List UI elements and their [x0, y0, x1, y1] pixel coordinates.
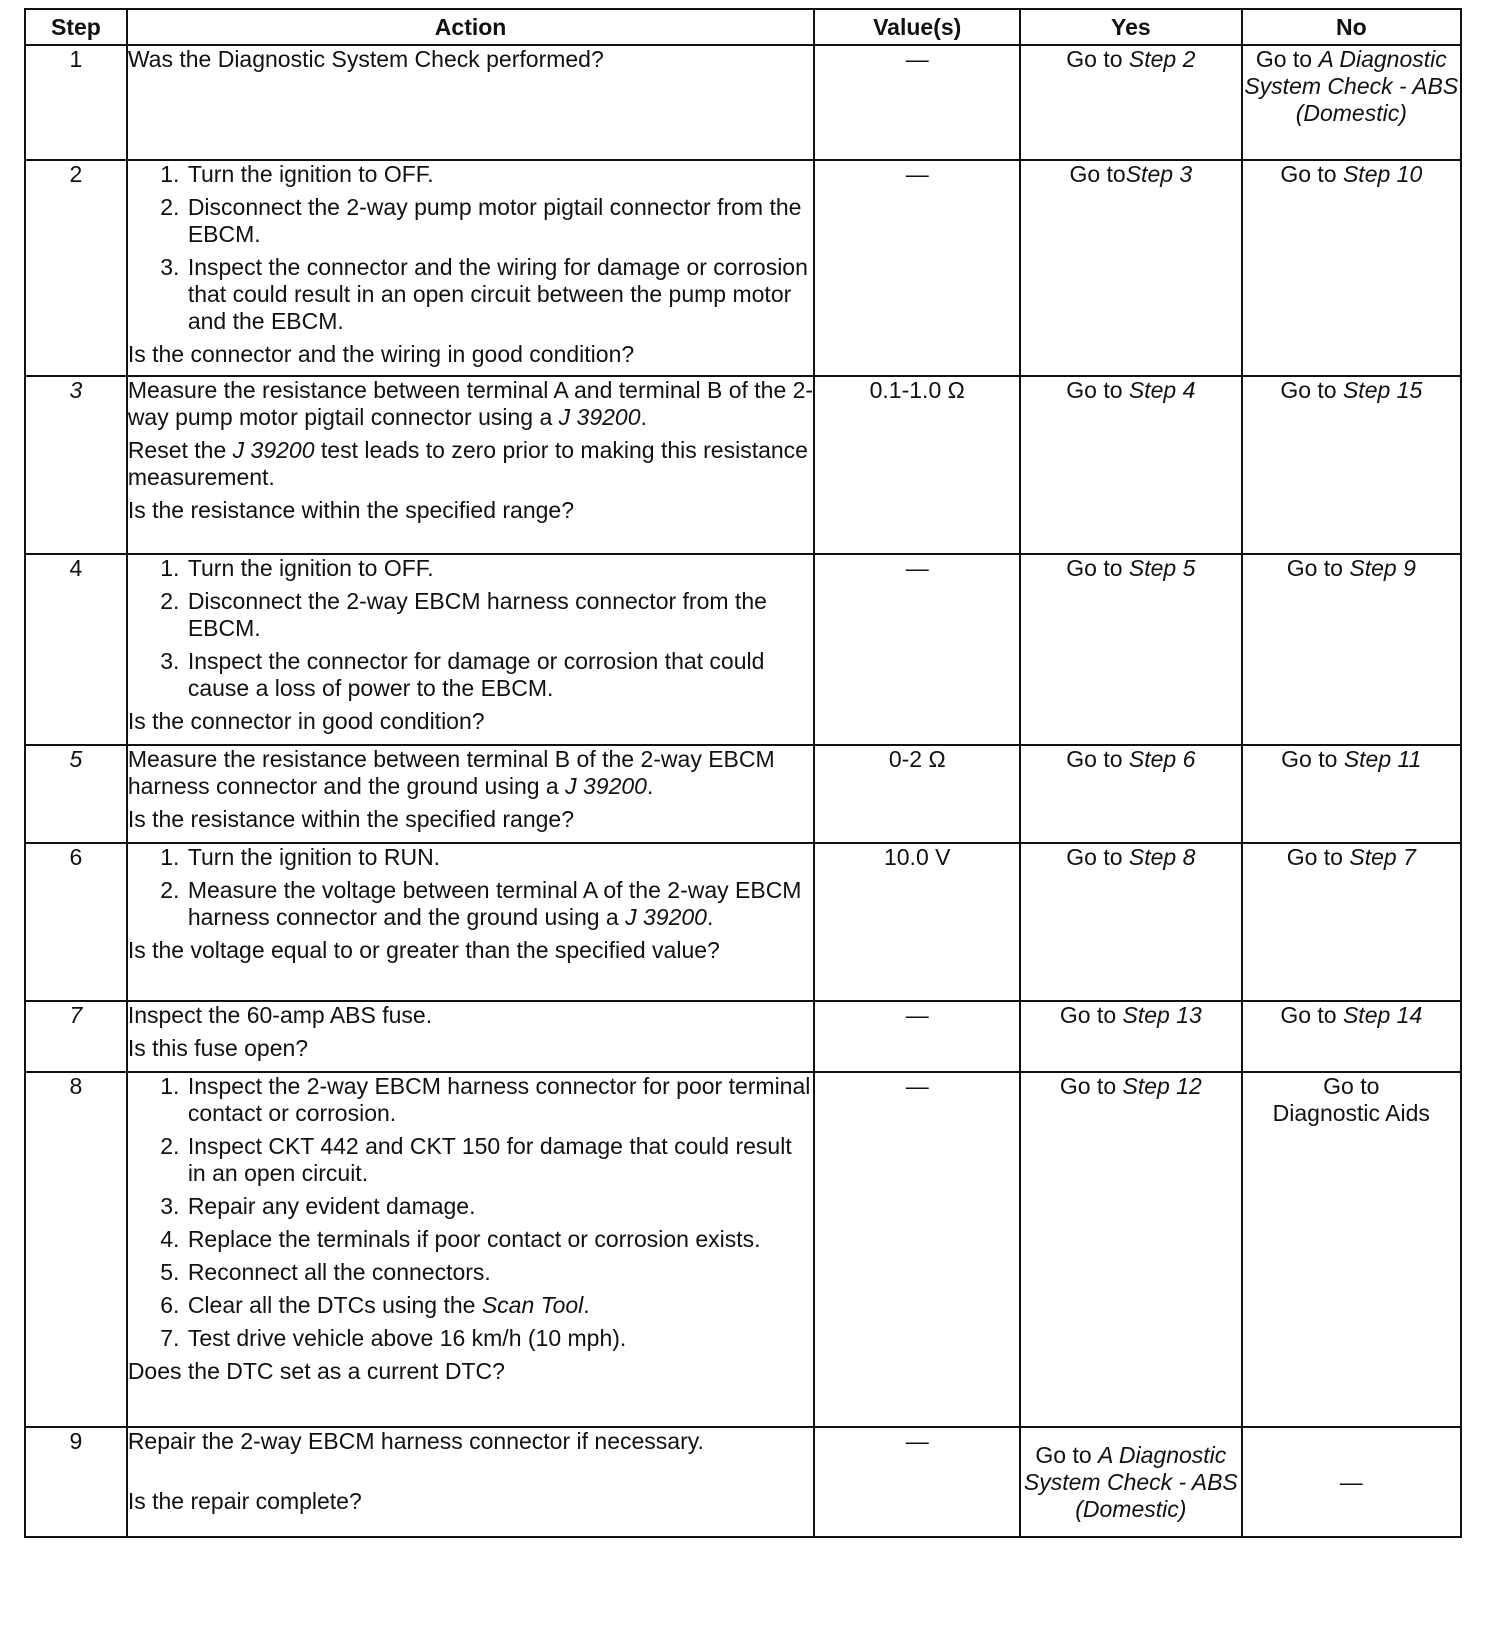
- header-values: Value(s): [814, 9, 1020, 45]
- action-question: Is the connector and the wiring in good condition?: [127, 341, 635, 367]
- action-text: Repair the 2-way EBCM harness connector if necessary.: [127, 1428, 704, 1454]
- no-cell: [1242, 843, 1461, 1001]
- step-number-text: 3: [69, 377, 83, 403]
- action-item: 5. Reconnect all the connectors.: [186, 1259, 814, 1286]
- action-cell: [127, 745, 815, 843]
- action-question: Does the DTC set as a current DTC?: [127, 1358, 505, 1384]
- value-cell: —: [814, 1001, 1020, 1072]
- step-number-text: 5: [69, 746, 83, 772]
- yes-prefix: Go to: [1069, 161, 1126, 187]
- action-item: 2. Disconnect the 2-way EBCM harness connector from the EBCM.: [186, 588, 814, 642]
- yes-cell: [1020, 45, 1241, 160]
- action-text-part: .: [583, 1292, 590, 1318]
- value-cell: 0-2 Ω: [814, 745, 1020, 843]
- no-prefix: Go to: [1286, 844, 1350, 870]
- value-cell: —: [814, 554, 1020, 745]
- no-link[interactable]: Step 10: [1342, 161, 1423, 187]
- value-cell: —: [814, 45, 1020, 160]
- header-yes: Yes: [1020, 9, 1241, 45]
- value-cell: —: [814, 1427, 1020, 1537]
- action-question: Was the Diagnostic System Check performed?: [127, 46, 604, 72]
- table-row: [25, 745, 1461, 843]
- action-item: 2. Disconnect the 2-way pump motor pigtail connector from the EBCM.: [186, 194, 814, 248]
- step-number: 4: [25, 554, 127, 745]
- table-row: [25, 554, 1461, 745]
- no-cell: [1242, 745, 1461, 843]
- no-prefix: Go to: [1280, 161, 1343, 187]
- action-cell: [127, 45, 815, 160]
- yes-cell: [1020, 160, 1241, 376]
- table-row: [25, 1001, 1461, 1072]
- diagnostic-table: [24, 8, 1462, 1538]
- no-cell: [1242, 160, 1461, 376]
- header-row: [25, 9, 1461, 45]
- action-item: [186, 877, 814, 931]
- action-cell: [127, 160, 815, 376]
- action-text-part: .: [706, 904, 714, 930]
- step-number: [25, 1001, 127, 1072]
- action-question: Is the resistance within the specified range?: [127, 497, 575, 523]
- yes-link[interactable]: Step 6: [1128, 746, 1196, 772]
- table-row: [25, 376, 1461, 554]
- action-item: 4. Replace the terminals if poor contact or corrosion exists.: [186, 1226, 814, 1253]
- yes-link[interactable]: Step 2: [1128, 46, 1196, 72]
- no-cell: —: [1242, 1427, 1461, 1537]
- value-cell: —: [814, 160, 1020, 376]
- action-list: [128, 844, 814, 931]
- no-prefix: Go to: [1286, 555, 1350, 581]
- action-text-part: Measure the resistance between terminal A and terminal B of the 2-way pump motor pigtail connector using a: [127, 377, 814, 430]
- table-row: [25, 843, 1461, 1001]
- value-cell: 0.1-1.0 Ω: [814, 376, 1020, 554]
- action-question: Is the voltage equal to or greater than the specified value?: [127, 937, 720, 963]
- action-text: [128, 746, 814, 800]
- action-text: [128, 377, 814, 431]
- yes-prefix: Go to: [1066, 555, 1129, 581]
- action-cell: [127, 1072, 815, 1427]
- no-prefix: Go to: [1280, 377, 1343, 403]
- step-number: 6: [25, 843, 127, 1001]
- yes-cell: [1020, 1001, 1241, 1072]
- action-item: 3. Inspect the connector and the wiring for damage or corrosion that could result in an open circuit between the pump motor and the EBCM.: [186, 254, 814, 335]
- no-prefix: Go to: [1281, 746, 1344, 772]
- tool-ref: J 39200: [558, 404, 641, 430]
- step-number: 2: [25, 160, 127, 376]
- yes-link[interactable]: A Diagnostic System Check - ABS (Domestic): [1023, 1441, 1238, 1522]
- no-prefix: Go to: [1280, 1002, 1343, 1028]
- action-text-part: Measure the resistance between terminal B of the 2-way EBCM harness connector and the ground using a: [127, 746, 775, 799]
- action-item: [186, 1292, 814, 1319]
- tool-ref: J 39200: [625, 904, 707, 930]
- yes-link[interactable]: Step 3: [1125, 161, 1193, 187]
- yes-prefix: Go to: [1059, 1073, 1123, 1099]
- action-item: 7. Test drive vehicle above 16 km/h (10 mph).: [186, 1325, 814, 1352]
- value-cell: 10.0 V: [814, 843, 1020, 1001]
- step-number: 1: [25, 45, 127, 160]
- tool-ref: J 39200: [565, 773, 647, 799]
- no-cell: [1242, 376, 1461, 554]
- action-item: 2. Inspect CKT 442 and CKT 150 for damage that could result in an open circuit.: [186, 1133, 814, 1187]
- table-row: [25, 45, 1461, 160]
- action-text-part: Reset the: [127, 437, 233, 463]
- action-text-part: .: [640, 404, 647, 430]
- no-link[interactable]: A Diagnostic System Check - ABS (Domestic): [1244, 46, 1459, 126]
- action-list: [128, 161, 814, 335]
- yes-prefix: Go to: [1035, 1441, 1099, 1468]
- step-number: [25, 745, 127, 843]
- no-cell: [1242, 1072, 1461, 1427]
- no-link[interactable]: Step 14: [1342, 1002, 1423, 1028]
- action-text: Inspect the 60-amp ABS fuse.: [127, 1002, 433, 1028]
- no-link[interactable]: Step 11: [1343, 746, 1422, 772]
- action-item: 1. Turn the ignition to RUN.: [186, 844, 814, 871]
- action-cell: [127, 1001, 815, 1072]
- yes-cell: [1020, 554, 1241, 745]
- action-text-part: Clear all the DTCs using the: [187, 1292, 482, 1318]
- action-text-part: Measure the voltage between terminal A of the 2-way EBCM harness connector and the ground using a: [187, 877, 802, 930]
- step-number-text: 7: [69, 1002, 83, 1028]
- yes-cell: [1020, 1427, 1241, 1537]
- yes-cell: [1020, 376, 1241, 554]
- yes-link[interactable]: Step 13: [1122, 1002, 1202, 1028]
- action-question: Is the connector in good condition?: [127, 708, 485, 734]
- yes-cell: [1020, 745, 1241, 843]
- action-item: 1. Inspect the 2-way EBCM harness connector for poor terminal contact or corrosion.: [186, 1073, 814, 1127]
- yes-link[interactable]: Step 5: [1128, 555, 1196, 581]
- tool-ref: Scan Tool: [481, 1292, 584, 1318]
- no-prefix: Go to: [1255, 46, 1319, 72]
- action-cell: [127, 554, 815, 745]
- no-link[interactable]: Step 15: [1342, 377, 1423, 403]
- yes-cell: [1020, 843, 1241, 1001]
- yes-link[interactable]: Step 8: [1128, 844, 1196, 870]
- yes-prefix: Go to: [1066, 844, 1129, 870]
- no-link[interactable]: Step 7: [1349, 844, 1416, 870]
- action-question: Is this fuse open?: [127, 1035, 309, 1061]
- no-cell: [1242, 45, 1461, 160]
- yes-prefix: Go to: [1066, 377, 1129, 403]
- action-item: 3. Repair any evident damage.: [186, 1193, 814, 1220]
- step-number: 8: [25, 1072, 127, 1427]
- action-list: [128, 555, 814, 702]
- action-text: [128, 437, 814, 491]
- yes-link[interactable]: Step 4: [1128, 377, 1196, 403]
- no-prefix: Go to: [1323, 1073, 1380, 1099]
- action-cell: [127, 843, 815, 1001]
- action-list: [128, 1073, 814, 1352]
- yes-prefix: Go to: [1059, 1002, 1123, 1028]
- value-cell: —: [814, 1072, 1020, 1427]
- action-cell: [127, 1427, 815, 1537]
- no-cell: [1242, 554, 1461, 745]
- step-number: 9: [25, 1427, 127, 1537]
- step-number: [25, 376, 127, 554]
- table-row: [25, 160, 1461, 376]
- header-step: Step: [25, 9, 127, 45]
- table-row: [25, 1427, 1461, 1537]
- yes-link[interactable]: Step 12: [1122, 1073, 1202, 1099]
- yes-prefix: Go to: [1066, 746, 1129, 772]
- header-no: No: [1242, 9, 1461, 45]
- action-question: Is the resistance within the specified range?: [127, 806, 575, 832]
- action-item: 1. Turn the ignition to OFF.: [186, 161, 814, 188]
- no-link[interactable]: Step 9: [1349, 555, 1416, 581]
- no-cell: [1242, 1001, 1461, 1072]
- action-cell: [127, 376, 815, 554]
- header-action: Action: [127, 9, 815, 45]
- no-link[interactable]: Diagnostic Aids: [1272, 1100, 1430, 1126]
- action-item: 1. Turn the ignition to OFF.: [186, 555, 814, 582]
- yes-prefix: Go to: [1066, 46, 1129, 72]
- action-text-part: .: [646, 773, 654, 799]
- yes-cell: [1020, 1072, 1241, 1427]
- action-item: 3. Inspect the connector for damage or corrosion that could cause a loss of power to the EBCM.: [186, 648, 814, 702]
- action-text-part: test leads to zero prior to making this resistance measurement.: [127, 437, 808, 490]
- table-row: [25, 1072, 1461, 1427]
- tool-ref: J 39200: [232, 437, 315, 463]
- action-question: Is the repair complete?: [127, 1488, 362, 1514]
